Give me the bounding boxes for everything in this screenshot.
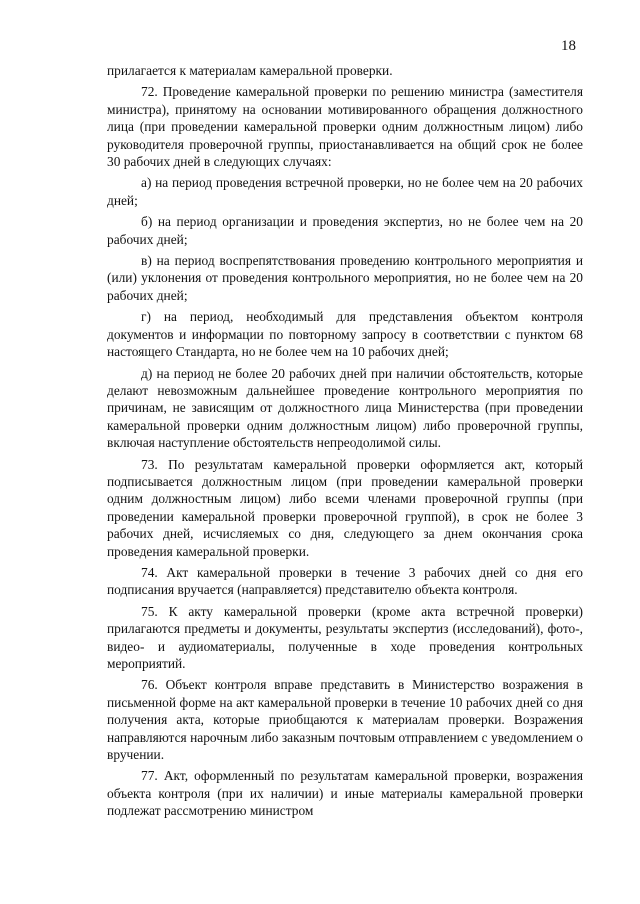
paragraph-74: 74. Акт камеральной проверки в течение 3 рабочих дней со дня его подписания вручается (направляется) представителю объекта контроля. xyxy=(107,564,583,598)
paragraph-77: 77. Акт, оформленный по результатам камеральной проверки, возражения объекта контроля (при их наличии) и иные материалы камеральной проверки подлежат рассмотрению министром xyxy=(107,768,583,819)
paragraph-72: 72. Проведение камеральной проверки по решению министра (заместителя министра), принятому на основании мотивированного обращения должностного лица (при проведении камеральной проверки одним должностным лицом) либо руководителя проверочной группы, приостанавливается на общий срок не более 30 рабочих дней в следующих случаях: xyxy=(107,84,583,170)
paragraph-72-b: б) на период организации и проведения экспертиз, но не более чем на 20 рабочих дней; xyxy=(107,214,583,247)
page-number: 18 xyxy=(561,38,576,54)
paragraph-72-d: д) на период не более 20 рабочих дней при наличии обстоятельств, которые делают невозможным дальнейшее проведение контрольного мероприятия по причинам, не зависящим от должностного лица Министерства (при проведении камеральной проверки одним должностным лицом) либо проверочной группы, включая наступление обстоятельств непреодолимой силы. xyxy=(107,365,583,451)
paragraph-continuation: прилагается к материалам камеральной проверки. xyxy=(107,63,393,78)
paragraph-72-v: в) на период воспрепятствования проведению контрольного мероприятия и (или) уклонения от проведения контрольного мероприятия, но не более чем на 20 рабочих дней; xyxy=(107,253,583,303)
paragraph-72-g: г) на период, необходимый для представления объектом контроля документов и информации по повторному запросу в соответствии с пунктом 68 настоящего Стандарта, но не более чем на 10 рабочих дней; xyxy=(107,309,583,360)
paragraph-76: 76. Объект контроля вправе представить в Министерство возражения в письменной форме на акт камеральной проверки в течение 10 рабочих дней со дня получения акта, которые приобщаются к материалам проверки. Возражения направляются нарочным либо заказным почтовым отправлением с уведомлением о вручении. xyxy=(107,677,583,763)
paragraph-73: 73. По результатам камеральной проверки оформляется акт, который подписывается должностным лицом (при проведении камеральной проверки одним должностным лицом) либо всеми членами проверочной группы (при проведении камеральной проверки проверочной группой), в срок не более 3 рабочих дней, исчисляемых со дня, следующего за днем окончания срока проведения камеральной проверки. xyxy=(107,456,583,559)
paragraph-75: 75. К акту камеральной проверки (кроме акта встречной проверки) прилагаются предметы и документы, результаты экспертиз (исследований), фото-, видео- и аудиоматериалы, полученные в ходе проведения контрольных мероприятий. xyxy=(107,603,583,671)
paragraph-72-a: а) на период проведения встречной проверки, но не более чем на 20 рабочих дней; xyxy=(107,175,583,208)
document-body xyxy=(107,62,583,824)
